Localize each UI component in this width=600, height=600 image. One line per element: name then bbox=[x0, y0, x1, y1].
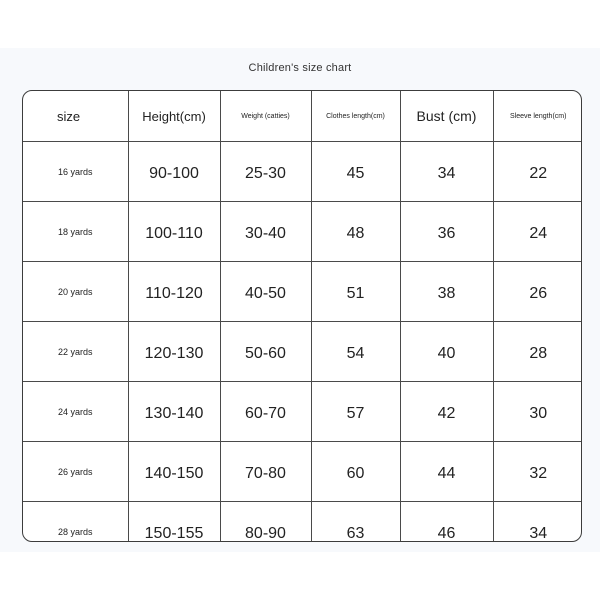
table-row bbox=[23, 202, 582, 262]
height-cell: 110-120 bbox=[128, 262, 220, 322]
weight-cell: 60-70 bbox=[220, 382, 311, 442]
size-cell: 28 yards bbox=[23, 502, 128, 543]
height-cell: 130-140 bbox=[128, 382, 220, 442]
header-height: Height(cm) bbox=[128, 91, 220, 142]
sleeve-length-cell: 22 bbox=[493, 142, 582, 202]
table-row bbox=[23, 442, 582, 502]
sleeve-length-cell: 24 bbox=[493, 202, 582, 262]
clothes-length-cell: 51 bbox=[311, 262, 400, 322]
clothes-length-cell: 54 bbox=[311, 322, 400, 382]
clothes-length-cell: 45 bbox=[311, 142, 400, 202]
sleeve-length-cell: 30 bbox=[493, 382, 582, 442]
bust-cell: 42 bbox=[400, 382, 493, 442]
weight-cell: 25-30 bbox=[220, 142, 311, 202]
size-cell: 16 yards bbox=[23, 142, 128, 202]
size-cell: 20 yards bbox=[23, 262, 128, 322]
weight-cell: 30-40 bbox=[220, 202, 311, 262]
height-cell: 90-100 bbox=[128, 142, 220, 202]
size-chart-table bbox=[22, 90, 582, 542]
sleeve-length-cell: 32 bbox=[493, 442, 582, 502]
size-cell: 18 yards bbox=[23, 202, 128, 262]
page-title: Children's size chart bbox=[248, 62, 352, 74]
bust-cell: 36 bbox=[400, 202, 493, 262]
weight-cell: 70-80 bbox=[220, 442, 311, 502]
table-row bbox=[23, 382, 582, 442]
bust-cell: 44 bbox=[400, 442, 493, 502]
sleeve-length-cell: 28 bbox=[493, 322, 582, 382]
table-row bbox=[23, 322, 582, 382]
weight-cell: 40-50 bbox=[220, 262, 311, 322]
bust-cell: 40 bbox=[400, 322, 493, 382]
header-bust: Bust (cm) bbox=[400, 91, 493, 142]
bust-cell: 46 bbox=[400, 502, 493, 543]
header-weight: Weight (catties) bbox=[220, 91, 311, 142]
size-cell: 26 yards bbox=[23, 442, 128, 502]
table-row bbox=[23, 502, 582, 543]
height-cell: 150-155 bbox=[128, 502, 220, 543]
sleeve-length-cell: 34 bbox=[529, 524, 548, 542]
clothes-length-cell: 48 bbox=[311, 202, 400, 262]
clothes-length-cell: 57 bbox=[311, 382, 400, 442]
size-cell: 24 yards bbox=[23, 382, 128, 442]
header-sleeve-length: Sleeve length(cm) bbox=[493, 91, 582, 142]
table-row bbox=[23, 262, 582, 322]
weight-cell: 80-90 bbox=[220, 502, 311, 543]
weight-cell: 50-60 bbox=[220, 322, 311, 382]
sleeve-length-cell: 26 bbox=[493, 262, 582, 322]
header-row bbox=[23, 91, 582, 142]
header-clothes-length: Clothes length(cm) bbox=[311, 91, 400, 142]
bust-cell: 38 bbox=[400, 262, 493, 322]
height-cell: 100-110 bbox=[128, 202, 220, 262]
table-row bbox=[23, 142, 582, 202]
height-cell: 120-130 bbox=[128, 322, 220, 382]
height-cell: 140-150 bbox=[128, 442, 220, 502]
bust-cell: 34 bbox=[400, 142, 493, 202]
clothes-length-cell: 63 bbox=[311, 502, 400, 543]
clothes-length-cell: 60 bbox=[311, 442, 400, 502]
size-cell: 22 yards bbox=[23, 322, 128, 382]
header-size: size bbox=[23, 91, 128, 142]
